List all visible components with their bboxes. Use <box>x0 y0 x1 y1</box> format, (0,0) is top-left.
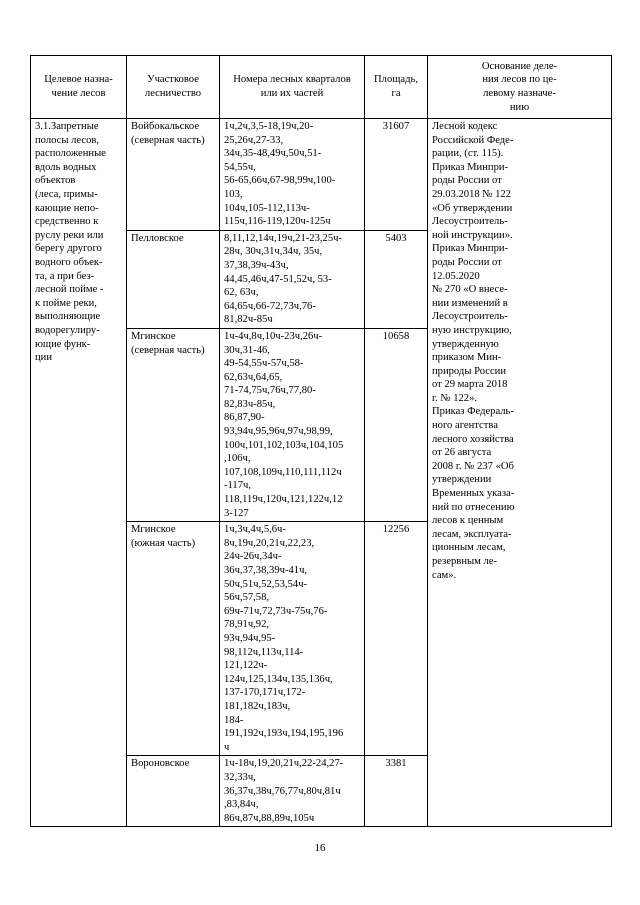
district-cell: Войбокальское (северная часть) <box>127 119 220 231</box>
header-district: Участковое лесничество <box>127 56 220 119</box>
table-row <box>31 119 612 231</box>
area-cell: 3381 <box>365 756 428 827</box>
area-cell: 5403 <box>365 230 428 328</box>
district-cell: Вороновское <box>127 756 220 827</box>
header-basis: Основание деле- ния лесов по це- левому назначе- нию <box>428 56 612 119</box>
basis-forest-code: Лесной кодекс Российской Федe- рации, (ст. 115). <box>432 121 514 160</box>
purpose-cell: 3.1.Запретные полосы лесов, расположенные вдоль водных объектов (леса, примы- кающие непо- средственно к руслу реки или берегу другого водного объек- та, а при без- лесной пойме - к пойме реки, выполняющие водорегулиру- ющие функ- ции <box>31 119 127 827</box>
header-area: Площадь, га <box>365 56 428 119</box>
basis-cell <box>428 119 612 827</box>
area-cell: 31607 <box>365 119 428 231</box>
quarters-cell: 1ч,3ч,4ч,5,6ч- 8ч,19ч,20,21ч,22,23, 24ч-26ч,34ч- 36ч,37,38,39ч-41ч, 50ч,51ч,52,53,54ч- 56ч,57,58, 69ч-71ч,72,73ч-75ч,76- 78,91ч,92, 93ч,94ч,95- 98,112ч,113ч,114- 121,122ч- 124ч,125,134ч,135,136ч, 137-170,171ч,172- 181,182ч,183ч, 184- 191,192ч,193ч,194,195,196 ч <box>220 522 365 756</box>
forest-purpose-table <box>30 55 612 827</box>
district-cell: Пелловское <box>127 230 220 328</box>
basis-agency-order: Приказ Федераль- ного агентства лесного хозяйства от 26 августа 2008 г. № 237 «Об утверждении Временных указа- ний по отнесению лесов к ценным лесам, эксплуата- ционным лесам, резервным ле- сам». <box>432 406 515 581</box>
quarters-cell: 8,11,12,14ч,19ч,21-23,25ч- 28ч, 30ч,31ч,34ч, 35ч, 37,38,39ч-43ч, 44,45,46ч,47-51,52ч, 53- 62, 63ч, 64,65ч,66-72,73ч,76- 81,82ч-85ч <box>220 230 365 328</box>
area-cell: 10658 <box>365 328 428 521</box>
area-cell: 12256 <box>365 522 428 756</box>
header-purpose: Целевое назна- чение лесов <box>31 56 127 119</box>
basis-ministry-orders: Приказ Минпри- роды России от 29.03.2018 № 122 «Об утверждении Лесоустроитель- ной инструкции». Приказ Минпри- роды России от 12.05.2020 № 270 «О внесе- нии изменений в Лесоустроитель- ную инструкцию, утвержденную приказом Мин- природы России от 29 марта 2018 г. № 122». <box>432 161 513 404</box>
quarters-cell: 1ч-18ч,19,20,21ч,22-24,27- 32,33ч, 36,37ч,38ч,76,77ч,80ч,81ч ,83,84ч, 86ч,87ч,88,89ч,105ч <box>220 756 365 827</box>
header-quarters: Номера лесных кварталов или их частей <box>220 56 365 119</box>
page-number: 16 <box>314 842 326 854</box>
district-cell: Мгинское (южная часть) <box>127 522 220 756</box>
district-cell: Мгинское (северная часть) <box>127 328 220 521</box>
table-header-row <box>31 56 612 119</box>
quarters-cell: 1ч,2ч,3,5-18,19ч,20- 25,26ч,27-33, 34ч,35-48,49ч,50ч,51- 54,55ч, 56-65,66ч,67-98,99ч,100- 103, 104ч,105-112,113ч- 115ч,116-119,120ч-125ч <box>220 119 365 231</box>
quarters-cell: 1ч-4ч,8ч,10ч-23ч,26ч- 30ч,31-46, 49-54,55ч-57ч,58- 62,63ч,64,65, 71-74,75ч,76ч,77,80- 82,83ч-85ч, 86,87,90- 93,94ч,95,96ч,97ч,98,99, 100ч,101,102,103ч,104,105 ,106ч, 107,108,109ч,110,111,112ч -117ч, 118,119ч,120ч,121,122ч,12 3-127 <box>220 328 365 521</box>
